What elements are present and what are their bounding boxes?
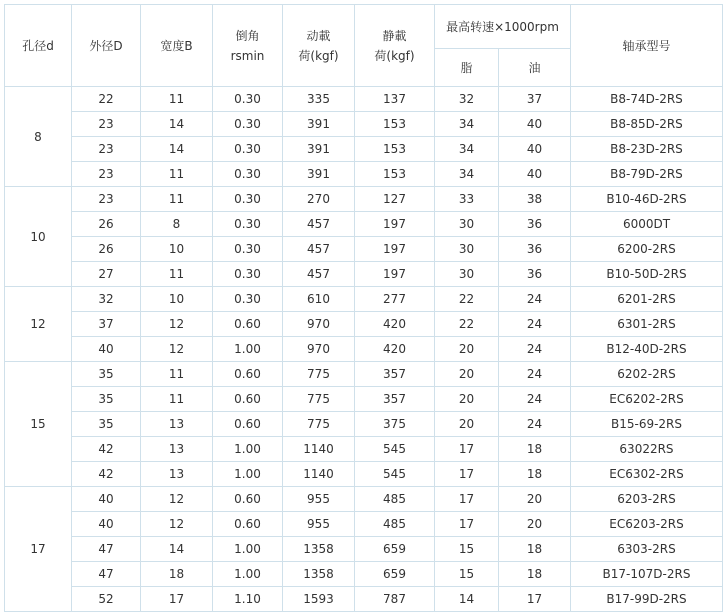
table-row: [5, 462, 723, 487]
grease-speed-cell: 20: [435, 337, 499, 362]
chamfer-cell: 0.60: [213, 487, 283, 512]
table-row: [5, 337, 723, 362]
chamfer-cell: 0.60: [213, 412, 283, 437]
outer-diameter-cell: 35: [72, 387, 141, 412]
table-row: [5, 387, 723, 412]
table-row: [5, 437, 723, 462]
model-cell: 6203-2RS: [571, 487, 723, 512]
dynamic-load-cell: 1593: [283, 587, 355, 612]
outer-diameter-cell: 47: [72, 562, 141, 587]
grease-speed-cell: 17: [435, 487, 499, 512]
width-cell: 13: [141, 462, 213, 487]
chamfer-cell: 0.30: [213, 162, 283, 187]
grease-speed-cell: 34: [435, 137, 499, 162]
chamfer-cell: 1.00: [213, 437, 283, 462]
width-cell: 14: [141, 137, 213, 162]
outer-diameter-cell: 52: [72, 587, 141, 612]
outer-diameter-cell: 26: [72, 237, 141, 262]
width-cell: 11: [141, 162, 213, 187]
table-row: [5, 187, 723, 212]
header-bore: 孔径d: [5, 5, 72, 87]
width-cell: 13: [141, 412, 213, 437]
dynamic-load-cell: 335: [283, 87, 355, 112]
grease-speed-cell: 22: [435, 312, 499, 337]
static-load-cell: 277: [355, 287, 435, 312]
dynamic-load-cell: 457: [283, 212, 355, 237]
oil-speed-cell: 36: [499, 212, 571, 237]
oil-speed-cell: 20: [499, 512, 571, 537]
oil-speed-cell: 18: [499, 462, 571, 487]
oil-speed-cell: 36: [499, 237, 571, 262]
bore-cell: 8: [5, 87, 72, 187]
header-dynamic-line2: 荷(kgf): [298, 48, 339, 63]
bore-cell: 15: [5, 362, 72, 487]
width-cell: 10: [141, 237, 213, 262]
chamfer-cell: 1.00: [213, 462, 283, 487]
outer-diameter-cell: 26: [72, 212, 141, 237]
chamfer-cell: 0.30: [213, 287, 283, 312]
header-row-1: [5, 5, 723, 49]
oil-speed-cell: 40: [499, 162, 571, 187]
outer-diameter-cell: 22: [72, 87, 141, 112]
table-row: [5, 162, 723, 187]
oil-speed-cell: 24: [499, 287, 571, 312]
header-chamfer: [213, 5, 283, 87]
bore-cell: 10: [5, 187, 72, 287]
width-cell: 8: [141, 212, 213, 237]
dynamic-load-cell: 775: [283, 412, 355, 437]
chamfer-cell: 0.60: [213, 387, 283, 412]
dynamic-load-cell: 955: [283, 512, 355, 537]
dynamic-load-cell: 775: [283, 362, 355, 387]
model-cell: B12-40D-2RS: [571, 337, 723, 362]
chamfer-cell: 0.30: [213, 262, 283, 287]
table-row: [5, 87, 723, 112]
static-load-cell: 127: [355, 187, 435, 212]
model-cell: 6303-2RS: [571, 537, 723, 562]
oil-speed-cell: 38: [499, 187, 571, 212]
grease-speed-cell: 20: [435, 412, 499, 437]
width-cell: 14: [141, 537, 213, 562]
header-chamfer-line1: 倒角: [235, 28, 260, 43]
chamfer-cell: 1.00: [213, 562, 283, 587]
table-row: [5, 512, 723, 537]
header-grease: 脂: [435, 49, 499, 87]
width-cell: 12: [141, 487, 213, 512]
grease-speed-cell: 17: [435, 512, 499, 537]
model-cell: 6200-2RS: [571, 237, 723, 262]
oil-speed-cell: 24: [499, 362, 571, 387]
outer-diameter-cell: 47: [72, 537, 141, 562]
model-cell: EC6302-2RS: [571, 462, 723, 487]
grease-speed-cell: 34: [435, 112, 499, 137]
chamfer-cell: 1.00: [213, 337, 283, 362]
width-cell: 12: [141, 512, 213, 537]
header-max-speed: 最高转速×1000rpm: [435, 5, 571, 49]
table-row: [5, 137, 723, 162]
dynamic-load-cell: 1140: [283, 462, 355, 487]
grease-speed-cell: 17: [435, 462, 499, 487]
static-load-cell: 659: [355, 562, 435, 587]
model-cell: B10-50D-2RS: [571, 262, 723, 287]
dynamic-load-cell: 457: [283, 237, 355, 262]
oil-speed-cell: 18: [499, 437, 571, 462]
model-cell: EC6202-2RS: [571, 387, 723, 412]
width-cell: 10: [141, 287, 213, 312]
header-oil: 油: [499, 49, 571, 87]
table-row: [5, 562, 723, 587]
model-cell: 6301-2RS: [571, 312, 723, 337]
outer-diameter-cell: 32: [72, 287, 141, 312]
oil-speed-cell: 24: [499, 412, 571, 437]
oil-speed-cell: 20: [499, 487, 571, 512]
dynamic-load-cell: 775: [283, 387, 355, 412]
width-cell: 12: [141, 312, 213, 337]
width-cell: 14: [141, 112, 213, 137]
model-cell: B8-85D-2RS: [571, 112, 723, 137]
bore-cell: 17: [5, 487, 72, 612]
oil-speed-cell: 18: [499, 537, 571, 562]
chamfer-cell: 0.30: [213, 212, 283, 237]
chamfer-cell: 1.10: [213, 587, 283, 612]
static-load-cell: 137: [355, 87, 435, 112]
chamfer-cell: 0.30: [213, 87, 283, 112]
table-row: [5, 262, 723, 287]
outer-diameter-cell: 35: [72, 362, 141, 387]
dynamic-load-cell: 610: [283, 287, 355, 312]
outer-diameter-cell: 23: [72, 162, 141, 187]
grease-speed-cell: 33: [435, 187, 499, 212]
width-cell: 12: [141, 337, 213, 362]
model-cell: B8-79D-2RS: [571, 162, 723, 187]
model-cell: 6202-2RS: [571, 362, 723, 387]
static-load-cell: 357: [355, 387, 435, 412]
header-static-load: [355, 5, 435, 87]
outer-diameter-cell: 23: [72, 112, 141, 137]
table-row: [5, 587, 723, 612]
oil-speed-cell: 37: [499, 87, 571, 112]
outer-diameter-cell: 40: [72, 337, 141, 362]
grease-speed-cell: 30: [435, 212, 499, 237]
dynamic-load-cell: 1358: [283, 537, 355, 562]
dynamic-load-cell: 270: [283, 187, 355, 212]
dynamic-load-cell: 391: [283, 137, 355, 162]
header-model: 轴承型号: [571, 5, 723, 87]
grease-speed-cell: 20: [435, 362, 499, 387]
model-cell: EC6203-2RS: [571, 512, 723, 537]
width-cell: 11: [141, 387, 213, 412]
oil-speed-cell: 40: [499, 112, 571, 137]
table-row: [5, 112, 723, 137]
dynamic-load-cell: 1140: [283, 437, 355, 462]
model-cell: B15-69-2RS: [571, 412, 723, 437]
grease-speed-cell: 34: [435, 162, 499, 187]
grease-speed-cell: 15: [435, 562, 499, 587]
outer-diameter-cell: 35: [72, 412, 141, 437]
grease-speed-cell: 14: [435, 587, 499, 612]
model-cell: B17-99D-2RS: [571, 587, 723, 612]
static-load-cell: 153: [355, 137, 435, 162]
model-cell: B17-107D-2RS: [571, 562, 723, 587]
table-body: [5, 87, 723, 612]
grease-speed-cell: 30: [435, 262, 499, 287]
static-load-cell: 659: [355, 537, 435, 562]
chamfer-cell: 1.00: [213, 537, 283, 562]
dynamic-load-cell: 970: [283, 337, 355, 362]
oil-speed-cell: 36: [499, 262, 571, 287]
static-load-cell: 485: [355, 487, 435, 512]
outer-diameter-cell: 23: [72, 137, 141, 162]
table-row: [5, 287, 723, 312]
table-row: [5, 412, 723, 437]
grease-speed-cell: 30: [435, 237, 499, 262]
header-static-line2: 荷(kgf): [374, 48, 415, 63]
table-row: [5, 237, 723, 262]
static-load-cell: 197: [355, 237, 435, 262]
table-row: [5, 312, 723, 337]
dynamic-load-cell: 955: [283, 487, 355, 512]
header-static-line1: 静載: [382, 28, 407, 43]
static-load-cell: 153: [355, 162, 435, 187]
oil-speed-cell: 17: [499, 587, 571, 612]
static-load-cell: 420: [355, 337, 435, 362]
static-load-cell: 545: [355, 462, 435, 487]
static-load-cell: 545: [355, 437, 435, 462]
header-chamfer-line2: rsmin: [230, 48, 265, 63]
chamfer-cell: 0.60: [213, 312, 283, 337]
oil-speed-cell: 24: [499, 337, 571, 362]
static-load-cell: 197: [355, 262, 435, 287]
model-cell: 6000DT: [571, 212, 723, 237]
width-cell: 11: [141, 87, 213, 112]
header-dynamic-load: [283, 5, 355, 87]
width-cell: 17: [141, 587, 213, 612]
static-load-cell: 153: [355, 112, 435, 137]
model-cell: 63022RS: [571, 437, 723, 462]
static-load-cell: 357: [355, 362, 435, 387]
outer-diameter-cell: 40: [72, 512, 141, 537]
static-load-cell: 375: [355, 412, 435, 437]
dynamic-load-cell: 970: [283, 312, 355, 337]
static-load-cell: 485: [355, 512, 435, 537]
static-load-cell: 787: [355, 587, 435, 612]
header-outer-diameter: 外径D: [72, 5, 141, 87]
outer-diameter-cell: 40: [72, 487, 141, 512]
chamfer-cell: 0.30: [213, 187, 283, 212]
width-cell: 11: [141, 187, 213, 212]
oil-speed-cell: 40: [499, 137, 571, 162]
outer-diameter-cell: 37: [72, 312, 141, 337]
model-cell: 6201-2RS: [571, 287, 723, 312]
grease-speed-cell: 20: [435, 387, 499, 412]
chamfer-cell: 0.60: [213, 362, 283, 387]
table-row: [5, 212, 723, 237]
width-cell: 18: [141, 562, 213, 587]
dynamic-load-cell: 1358: [283, 562, 355, 587]
grease-speed-cell: 15: [435, 537, 499, 562]
table-row: [5, 537, 723, 562]
static-load-cell: 420: [355, 312, 435, 337]
dynamic-load-cell: 391: [283, 112, 355, 137]
oil-speed-cell: 18: [499, 562, 571, 587]
table-row: [5, 487, 723, 512]
oil-speed-cell: 24: [499, 387, 571, 412]
width-cell: 13: [141, 437, 213, 462]
chamfer-cell: 0.30: [213, 237, 283, 262]
chamfer-cell: 0.30: [213, 112, 283, 137]
chamfer-cell: 0.60: [213, 512, 283, 537]
header-width: 宽度B: [141, 5, 213, 87]
model-cell: B8-74D-2RS: [571, 87, 723, 112]
grease-speed-cell: 32: [435, 87, 499, 112]
outer-diameter-cell: 42: [72, 437, 141, 462]
outer-diameter-cell: 27: [72, 262, 141, 287]
grease-speed-cell: 22: [435, 287, 499, 312]
dynamic-load-cell: 457: [283, 262, 355, 287]
bore-cell: 12: [5, 287, 72, 362]
grease-speed-cell: 17: [435, 437, 499, 462]
static-load-cell: 197: [355, 212, 435, 237]
oil-speed-cell: 24: [499, 312, 571, 337]
outer-diameter-cell: 42: [72, 462, 141, 487]
outer-diameter-cell: 23: [72, 187, 141, 212]
width-cell: 11: [141, 362, 213, 387]
chamfer-cell: 0.30: [213, 137, 283, 162]
bearing-spec-table: [4, 4, 723, 612]
model-cell: B10-46D-2RS: [571, 187, 723, 212]
dynamic-load-cell: 391: [283, 162, 355, 187]
table-row: [5, 362, 723, 387]
width-cell: 11: [141, 262, 213, 287]
header-dynamic-line1: 动載: [306, 28, 331, 43]
model-cell: B8-23D-2RS: [571, 137, 723, 162]
